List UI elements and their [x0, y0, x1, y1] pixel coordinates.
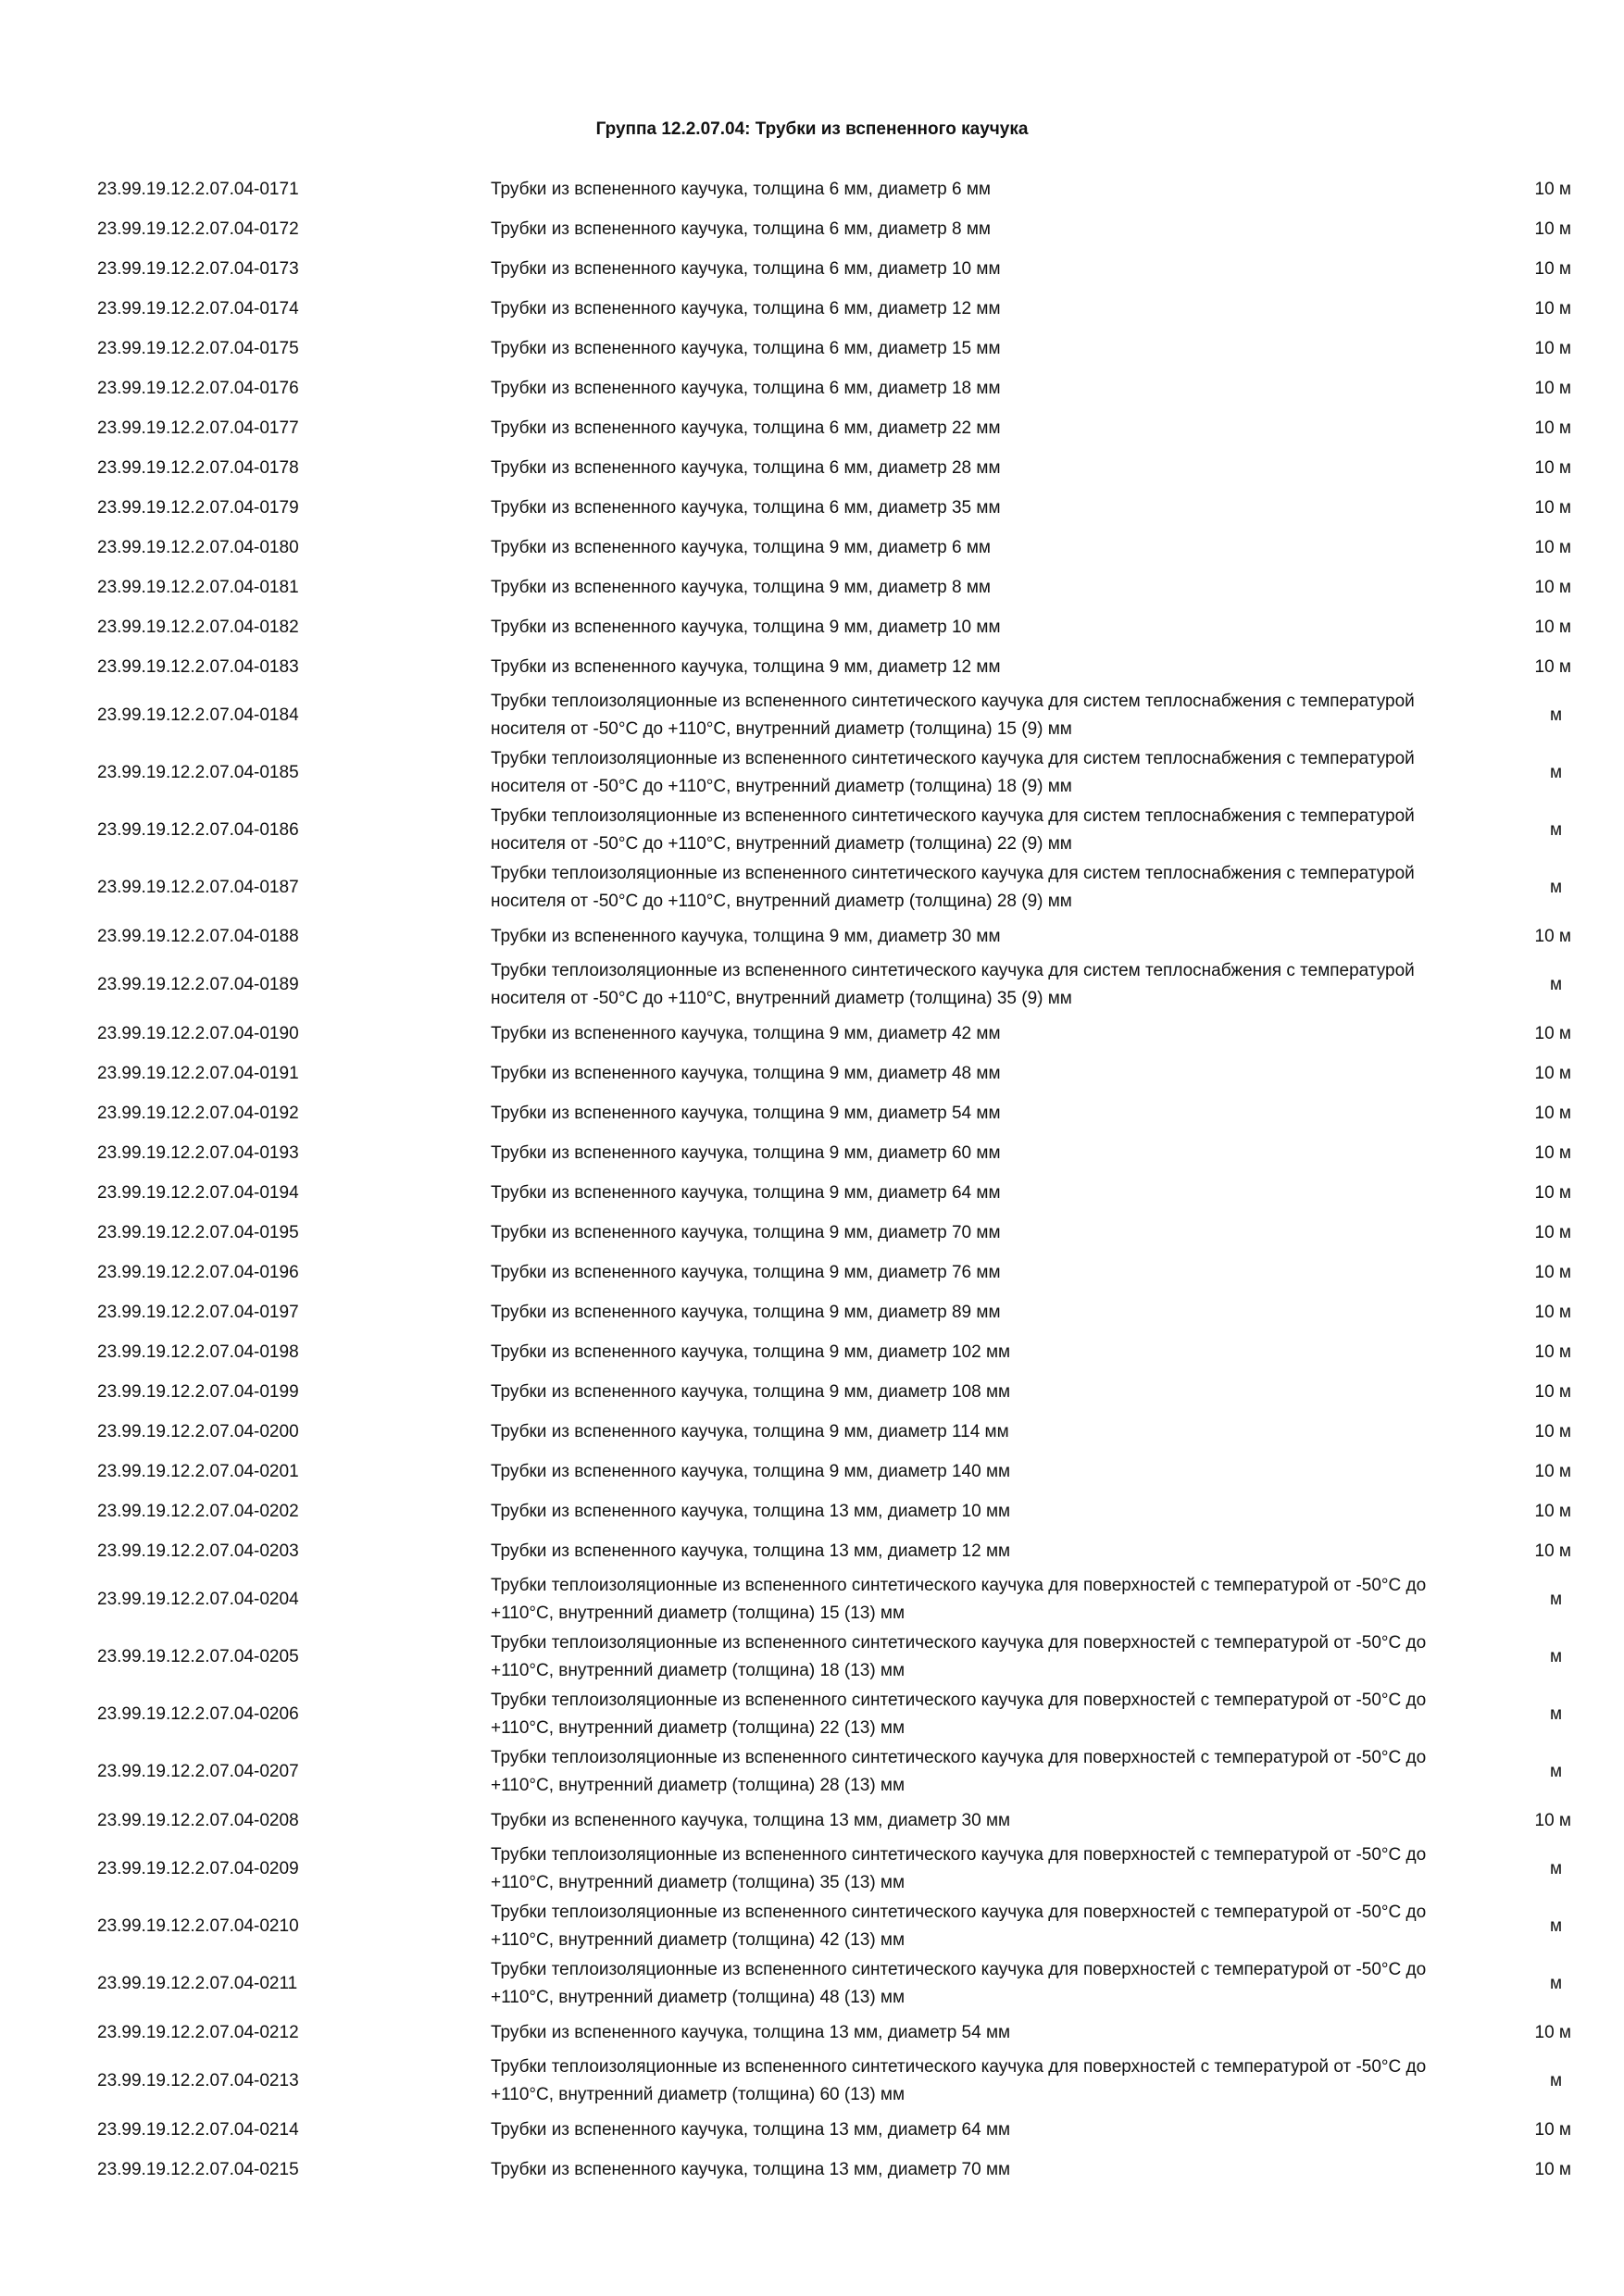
item-description: Трубки из вспененного каучука, толщина 9 мм, диаметр 60 мм: [491, 1142, 1001, 1163]
table-row: [97, 1173, 1579, 1213]
table-row: [97, 687, 1579, 744]
table-row: [97, 2110, 1579, 2150]
item-description: Трубки теплоизоляционные из вспененного синтетического каучука для поверхностей с температурой от -50°С до +110°С, внутренний диаметр (толщина) 18 (13) мм: [491, 1633, 1427, 1680]
item-code: 23.99.19.12.2.07.04-0206: [97, 1704, 299, 1724]
table-row: [97, 859, 1579, 917]
item-description: Трубки из вспененного каучука, толщина 9 мм, диаметр 102 мм: [491, 1341, 1011, 1362]
table-row: [97, 917, 1579, 956]
table-row: [97, 607, 1579, 647]
item-unit: м: [1549, 763, 1562, 782]
table-row: [97, 329, 1579, 368]
item-unit: м: [1549, 705, 1562, 725]
item-description: Трубки из вспененного каучука, толщина 9 мм, диаметр 6 мм: [491, 537, 991, 557]
table-row: [97, 1955, 1579, 2013]
page-title: Группа 12.2.07.04: Трубки из вспененного каучука: [595, 119, 1029, 139]
item-description: Трубки из вспененного каучука, толщина 9 мм, диаметр 48 мм: [491, 1063, 1001, 1083]
table-row: [97, 647, 1579, 687]
item-description: Трубки из вспененного каучука, толщина 9 мм, диаметр 108 мм: [491, 1381, 1011, 1402]
item-description: Трубки из вспененного каучука, толщина 13 мм, диаметр 30 мм: [491, 1810, 1011, 1830]
item-code: 23.99.19.12.2.07.04-0208: [97, 1810, 299, 1830]
item-description: Трубки из вспененного каучука, толщина 9 мм, диаметр 10 мм: [491, 617, 1001, 637]
item-code: 23.99.19.12.2.07.04-0214: [97, 2119, 299, 2140]
item-unit: 10 м: [1534, 1421, 1571, 1441]
table-row: [97, 1213, 1579, 1253]
item-code: 23.99.19.12.2.07.04-0198: [97, 1341, 299, 1362]
item-unit: 10 м: [1534, 1302, 1571, 1322]
table-row: [97, 2150, 1579, 2190]
item-unit: м: [1549, 1859, 1562, 1878]
table-row: [97, 568, 1579, 607]
table-row: [97, 1292, 1579, 1332]
table-row: [97, 1332, 1579, 1372]
item-description: Трубки из вспененного каучука, толщина 6 мм, диаметр 8 мм: [491, 218, 991, 239]
item-description: Трубки теплоизоляционные из вспененного синтетического каучука для поверхностей с температурой от -50°С до +110°С, внутренний диаметр (толщина) 35 (13) мм: [491, 1845, 1427, 1892]
item-unit: м: [1549, 1916, 1562, 1936]
item-unit: 10 м: [1534, 179, 1571, 199]
item-description: Трубки теплоизоляционные из вспененного синтетического каучука для поверхностей с температурой от -50°С до +110°С, внутренний диаметр (толщина) 22 (13) мм: [491, 1691, 1427, 1738]
item-code: 23.99.19.12.2.07.04-0174: [97, 298, 299, 318]
item-unit: 10 м: [1534, 1810, 1571, 1830]
item-description: Трубки теплоизоляционные из вспененного синтетического каучука для систем теплоснабжения с температурой носителя от -50°С до +110°С, внутренний диаметр (толщина) 35 (9) мм: [491, 961, 1415, 1008]
item-code: 23.99.19.12.2.07.04-0200: [97, 1421, 299, 1441]
table-row: [97, 1628, 1579, 1686]
item-code: 23.99.19.12.2.07.04-0178: [97, 457, 299, 478]
item-unit: 10 м: [1534, 1182, 1571, 1203]
item-description: Трубки из вспененного каучука, толщина 6 мм, диаметр 15 мм: [491, 338, 1001, 358]
item-unit: 10 м: [1534, 457, 1571, 478]
item-unit: м: [1549, 1974, 1562, 1993]
item-description: Трубки из вспененного каучука, толщина 13 мм, диаметр 10 мм: [491, 1501, 1011, 1521]
item-unit: м: [1549, 878, 1562, 897]
item-code: 23.99.19.12.2.07.04-0209: [97, 1859, 299, 1878]
item-description: Трубки теплоизоляционные из вспененного синтетического каучука для систем теплоснабжения с температурой носителя от -50°С до +110°С, внутренний диаметр (толщина) 18 (9) мм: [491, 749, 1415, 796]
item-code: 23.99.19.12.2.07.04-0187: [97, 878, 299, 897]
item-code: 23.99.19.12.2.07.04-0172: [97, 218, 299, 239]
table-row: [97, 1571, 1579, 1628]
item-code: 23.99.19.12.2.07.04-0173: [97, 258, 299, 279]
item-unit: 10 м: [1534, 1023, 1571, 1043]
item-unit: м: [1549, 975, 1562, 994]
item-description: Трубки теплоизоляционные из вспененного синтетического каучука для поверхностей с температурой от -50°С до +110°С, внутренний диаметр (толщина) 15 (13) мм: [491, 1576, 1427, 1623]
item-unit: 10 м: [1534, 1222, 1571, 1242]
table-row: [97, 802, 1579, 859]
item-code: 23.99.19.12.2.07.04-0181: [97, 577, 299, 597]
item-description: Трубки из вспененного каучука, толщина 9 мм, диаметр 64 мм: [491, 1182, 1001, 1203]
item-description: Трубки из вспененного каучука, толщина 9 мм, диаметр 42 мм: [491, 1023, 1001, 1043]
item-description: Трубки из вспененного каучука, толщина 9 мм, диаметр 12 мм: [491, 656, 1001, 677]
item-code: 23.99.19.12.2.07.04-0184: [97, 705, 299, 725]
item-code: 23.99.19.12.2.07.04-0176: [97, 378, 299, 398]
item-code: 23.99.19.12.2.07.04-0201: [97, 1461, 299, 1481]
item-unit: м: [1549, 1762, 1562, 1781]
item-unit: 10 м: [1534, 656, 1571, 677]
item-description: Трубки из вспененного каучука, толщина 6 мм, диаметр 10 мм: [491, 258, 1001, 279]
table-row: [97, 1531, 1579, 1571]
table-row: [97, 1743, 1579, 1801]
item-unit: 10 м: [1534, 1381, 1571, 1402]
item-code: 23.99.19.12.2.07.04-0179: [97, 497, 299, 518]
item-code: 23.99.19.12.2.07.04-0190: [97, 1023, 299, 1043]
table-row: [97, 1452, 1579, 1491]
item-description: Трубки из вспененного каучука, толщина 9 мм, диаметр 89 мм: [491, 1302, 1001, 1322]
item-unit: 10 м: [1534, 1341, 1571, 1362]
item-description: Трубки из вспененного каучука, толщина 6 мм, диаметр 18 мм: [491, 378, 1001, 398]
item-code: 23.99.19.12.2.07.04-0185: [97, 763, 299, 782]
table-row: [97, 956, 1579, 1014]
item-description: Трубки теплоизоляционные из вспененного синтетического каучука для систем теплоснабжения с температурой носителя от -50°С до +110°С, внутренний диаметр (толщина) 22 (9) мм: [491, 806, 1415, 854]
item-code: 23.99.19.12.2.07.04-0207: [97, 1762, 299, 1781]
item-unit: 10 м: [1534, 1541, 1571, 1561]
item-code: 23.99.19.12.2.07.04-0183: [97, 656, 299, 677]
item-code: 23.99.19.12.2.07.04-0210: [97, 1916, 299, 1936]
item-unit: 10 м: [1534, 577, 1571, 597]
item-unit: 10 м: [1534, 298, 1571, 318]
item-code: 23.99.19.12.2.07.04-0212: [97, 2022, 299, 2042]
item-unit: 10 м: [1534, 1501, 1571, 1521]
item-code: 23.99.19.12.2.07.04-0197: [97, 1302, 299, 1322]
item-unit: 10 м: [1534, 537, 1571, 557]
item-description: Трубки из вспененного каучука, толщина 6 мм, диаметр 28 мм: [491, 457, 1001, 478]
table-row: [97, 368, 1579, 408]
item-unit: м: [1549, 1704, 1562, 1724]
item-code: 23.99.19.12.2.07.04-0171: [97, 179, 299, 199]
item-description: Трубки теплоизоляционные из вспененного синтетического каучука для поверхностей с температурой от -50°С до +110°С, внутренний диаметр (толщина) 28 (13) мм: [491, 1748, 1427, 1795]
item-description: Трубки теплоизоляционные из вспененного синтетического каучука для поверхностей с температурой от -50°С до +110°С, внутренний диаметр (толщина) 48 (13) мм: [491, 1960, 1427, 2007]
item-unit: 10 м: [1534, 1461, 1571, 1481]
table-row: [97, 209, 1579, 249]
item-unit: 10 м: [1534, 926, 1571, 946]
table-row: [97, 1133, 1579, 1173]
table-row: [97, 744, 1579, 802]
item-code: 23.99.19.12.2.07.04-0180: [97, 537, 299, 557]
item-description: Трубки теплоизоляционные из вспененного синтетического каучука для систем теплоснабжения с температурой носителя от -50°С до +110°С, внутренний диаметр (толщина) 15 (9) мм: [491, 692, 1415, 739]
item-unit: 10 м: [1534, 258, 1571, 279]
item-code: 23.99.19.12.2.07.04-0188: [97, 926, 299, 946]
item-unit: 10 м: [1534, 418, 1571, 438]
table-row: [97, 488, 1579, 528]
item-unit: м: [1549, 820, 1562, 840]
table-row: [97, 1054, 1579, 1093]
item-unit: 10 м: [1534, 1262, 1571, 1282]
item-code: 23.99.19.12.2.07.04-0194: [97, 1182, 299, 1203]
table-row: [97, 408, 1579, 448]
item-description: Трубки из вспененного каучука, толщина 9 мм, диаметр 114 мм: [491, 1421, 1009, 1441]
item-unit: 10 м: [1534, 1063, 1571, 1083]
item-unit: м: [1549, 1647, 1562, 1666]
item-code: 23.99.19.12.2.07.04-0192: [97, 1103, 299, 1123]
table-row: [97, 1093, 1579, 1133]
item-description: Трубки из вспененного каучука, толщина 9 мм, диаметр 54 мм: [491, 1103, 1001, 1123]
item-code: 23.99.19.12.2.07.04-0175: [97, 338, 299, 358]
item-description: Трубки теплоизоляционные из вспененного синтетического каучука для поверхностей с температурой от -50°С до +110°С, внутренний диаметр (толщина) 60 (13) мм: [491, 2057, 1427, 2104]
item-code: 23.99.19.12.2.07.04-0211: [97, 1974, 298, 1993]
table-row: [97, 1841, 1579, 1898]
item-code: 23.99.19.12.2.07.04-0189: [97, 975, 299, 994]
item-description: Трубки из вспененного каучука, толщина 9 мм, диаметр 70 мм: [491, 1222, 1001, 1242]
item-code: 23.99.19.12.2.07.04-0186: [97, 820, 299, 840]
table-row: [97, 1801, 1579, 1841]
item-code: 23.99.19.12.2.07.04-0205: [97, 1647, 299, 1666]
table-row: [97, 1014, 1579, 1054]
item-unit: 10 м: [1534, 218, 1571, 239]
table-row: [97, 1491, 1579, 1531]
item-unit: 10 м: [1534, 1142, 1571, 1163]
item-description: Трубки из вспененного каучука, толщина 13 мм, диаметр 64 мм: [491, 2119, 1011, 2140]
table-row: [97, 1372, 1579, 1412]
item-description: Трубки из вспененного каучука, толщина 9 мм, диаметр 8 мм: [491, 577, 991, 597]
table-row: [97, 1898, 1579, 1955]
table-row: [97, 289, 1579, 329]
table-row: [97, 2053, 1579, 2110]
item-code: 23.99.19.12.2.07.04-0195: [97, 1222, 299, 1242]
item-description: Трубки из вспененного каучука, толщина 6 мм, диаметр 6 мм: [491, 179, 991, 199]
item-code: 23.99.19.12.2.07.04-0177: [97, 418, 299, 438]
item-description: Трубки из вспененного каучука, толщина 6 мм, диаметр 35 мм: [491, 497, 1001, 518]
item-description: Трубки теплоизоляционные из вспененного синтетического каучука для систем теплоснабжения с температурой носителя от -50°С до +110°С, внутренний диаметр (толщина) 28 (9) мм: [491, 864, 1415, 911]
price-table: [97, 169, 1579, 2190]
item-description: Трубки из вспененного каучука, толщина 13 мм, диаметр 70 мм: [491, 2159, 1011, 2179]
item-code: 23.99.19.12.2.07.04-0202: [97, 1501, 299, 1521]
item-unit: 10 м: [1534, 2159, 1571, 2179]
item-code: 23.99.19.12.2.07.04-0191: [97, 1063, 299, 1083]
item-code: 23.99.19.12.2.07.04-0204: [97, 1590, 299, 1609]
table-row: [97, 528, 1579, 568]
item-description: Трубки из вспененного каучука, толщина 6 мм, диаметр 12 мм: [491, 298, 1001, 318]
table-row: [97, 1686, 1579, 1743]
item-unit: 10 м: [1534, 378, 1571, 398]
table-row: [97, 1253, 1579, 1292]
item-description: Трубки из вспененного каучука, толщина 9 мм, диаметр 76 мм: [491, 1262, 1001, 1282]
item-description: Трубки теплоизоляционные из вспененного синтетического каучука для поверхностей с температурой от -50°С до +110°С, внутренний диаметр (толщина) 42 (13) мм: [491, 1903, 1427, 1950]
item-code: 23.99.19.12.2.07.04-0203: [97, 1541, 299, 1561]
item-code: 23.99.19.12.2.07.04-0215: [97, 2159, 299, 2179]
table-row: [97, 1412, 1579, 1452]
item-unit: м: [1549, 2071, 1562, 2090]
table-row: [97, 448, 1579, 488]
table-row: [97, 2013, 1579, 2053]
item-unit: м: [1549, 1590, 1562, 1609]
item-code: 23.99.19.12.2.07.04-0199: [97, 1381, 299, 1402]
item-description: Трубки из вспененного каучука, толщина 13 мм, диаметр 54 мм: [491, 2022, 1011, 2042]
item-description: Трубки из вспененного каучука, толщина 13 мм, диаметр 12 мм: [491, 1541, 1011, 1561]
table-row: [97, 249, 1579, 289]
item-unit: 10 м: [1534, 2022, 1571, 2042]
item-unit: 10 м: [1534, 1103, 1571, 1123]
item-description: Трубки из вспененного каучука, толщина 9 мм, диаметр 30 мм: [491, 926, 1001, 946]
item-code: 23.99.19.12.2.07.04-0193: [97, 1142, 299, 1163]
item-code: 23.99.19.12.2.07.04-0213: [97, 2071, 299, 2090]
item-unit: 10 м: [1534, 338, 1571, 358]
item-code: 23.99.19.12.2.07.04-0196: [97, 1262, 299, 1282]
item-code: 23.99.19.12.2.07.04-0182: [97, 617, 299, 637]
item-unit: 10 м: [1534, 617, 1571, 637]
item-unit: 10 м: [1534, 2119, 1571, 2140]
item-unit: 10 м: [1534, 497, 1571, 518]
item-description: Трубки из вспененного каучука, толщина 9 мм, диаметр 140 мм: [491, 1461, 1011, 1481]
table-row: [97, 169, 1579, 209]
item-description: Трубки из вспененного каучука, толщина 6 мм, диаметр 22 мм: [491, 418, 1001, 438]
